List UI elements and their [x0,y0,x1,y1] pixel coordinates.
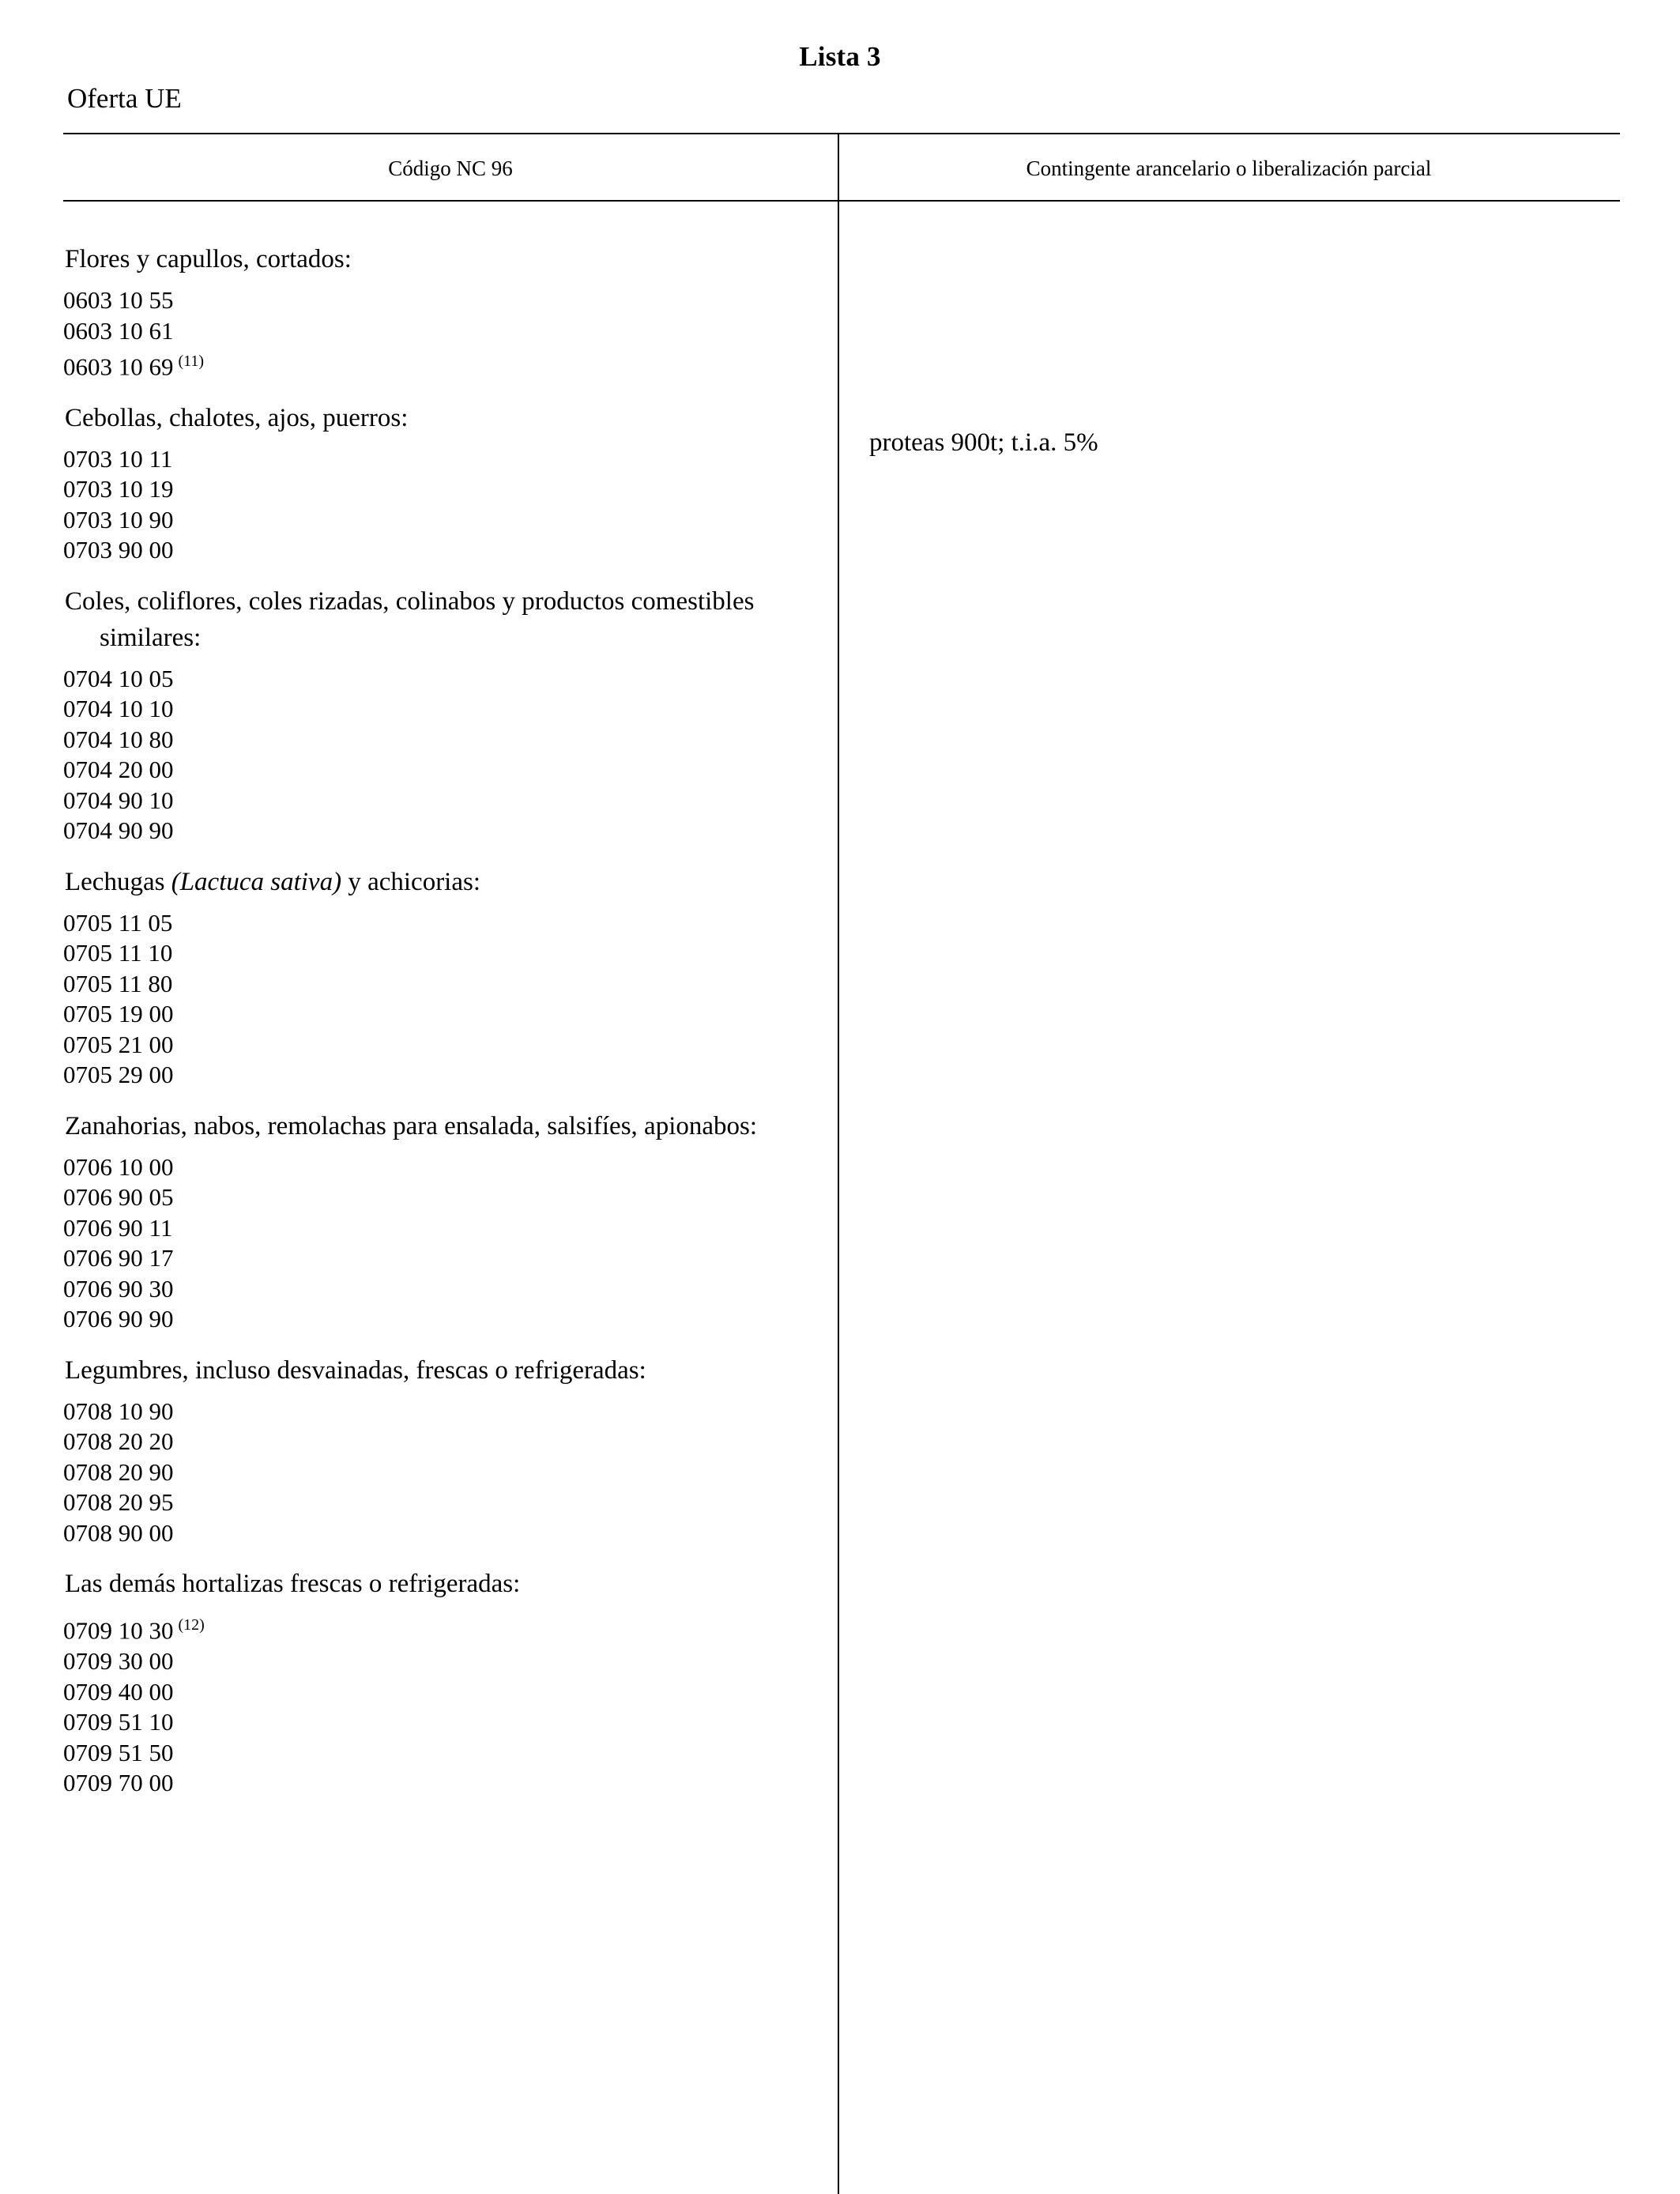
code-entry [63,1707,838,1738]
code-list [63,664,838,846]
code-entry [63,316,838,347]
quota-note: proteas 900t; t.i.a. 5% [869,428,1098,457]
code-entry [63,1487,838,1518]
code-entry [63,505,838,536]
code-entry [63,1030,838,1061]
code-value: 0704 10 80 [63,725,174,753]
column-header-code: Código NC 96 [388,156,513,180]
code-group-title: Zanahorias, nabos, remolachas para ensalada, salsifíes, apionabos: [65,1111,758,1140]
code-entry [63,1768,838,1799]
code-value: 0703 90 00 [63,536,174,564]
code-value: 0708 90 00 [63,1518,174,1547]
code-entry [63,285,838,316]
code-value: 0705 11 05 [63,908,173,937]
code-value: 0603 10 55 [63,286,174,314]
code-group [63,864,838,1091]
footnote-marker: (11) [178,352,205,370]
document-subtitle: Oferta UE [67,83,182,114]
code-entry [63,1427,838,1457]
code-value: 0703 10 19 [63,475,174,503]
group-title-text: Lechugas [65,867,171,896]
code-entry [63,1457,838,1488]
code-list [63,285,838,383]
code-entry [63,1274,838,1305]
code-entry [63,969,838,1000]
code-list [63,1397,838,1549]
code-value: 0708 10 90 [63,1397,174,1425]
code-value: 0704 90 10 [63,786,174,814]
code-group-title: Flores y capullos, cortados: [65,245,352,273]
code-entry [63,1646,838,1677]
table-column-divider [838,133,839,2194]
code-value: 0706 90 11 [63,1213,173,1242]
code-value: 0706 10 00 [63,1152,174,1181]
code-list [63,1610,838,1798]
code-group [63,241,838,383]
code-list [63,444,838,566]
code-value: 0703 10 90 [63,505,174,533]
code-entry [63,346,838,383]
code-value: 0709 51 10 [63,1708,174,1736]
code-entry [63,694,838,725]
code-value: 0709 10 30 [63,1616,174,1645]
code-entry [63,444,838,475]
code-group [63,1352,838,1549]
code-group [63,1566,838,1798]
code-value: 0709 30 00 [63,1647,174,1676]
code-value: 0706 90 05 [63,1183,174,1212]
tariff-table [63,133,1620,1804]
code-entry [63,725,838,756]
code-value: 0706 90 17 [63,1244,174,1272]
code-value: 0709 70 00 [63,1769,174,1797]
code-value: 0603 10 61 [63,316,174,345]
code-entry [63,664,838,695]
code-entry [63,938,838,969]
code-group [63,400,838,566]
code-entry [63,1518,838,1549]
code-value: 0603 10 69 [63,352,174,381]
code-entry [63,1243,838,1274]
code-value: 0704 90 90 [63,816,174,845]
code-value: 0709 40 00 [63,1677,174,1706]
code-list [63,908,838,1091]
code-value: 0708 20 20 [63,1427,174,1456]
code-group-title: Las demás hortalizas frescas o refrigeradas: [65,1570,521,1599]
code-value: 0704 20 00 [63,756,174,784]
code-value: 0705 19 00 [63,1000,174,1028]
quota-column [838,202,1620,1804]
code-group [63,583,838,846]
species-name: (Lactuca sativa) [171,867,342,896]
footnote-marker: (12) [178,1616,205,1634]
code-list [63,1152,838,1335]
table-body [63,202,1620,1804]
code-entry [63,1610,838,1646]
code-value: 0705 21 00 [63,1030,174,1058]
code-value: 0705 11 80 [63,969,173,997]
code-entry [63,1152,838,1183]
code-group-title [63,864,838,900]
code-column [63,202,838,1804]
code-value: 0706 90 90 [63,1305,174,1333]
code-entry [63,1677,838,1708]
code-entry [63,908,838,939]
code-value: 0708 20 95 [63,1488,174,1517]
code-entry [63,1213,838,1244]
code-group-title: Coles, coliflores, coles rizadas, colinabos y productos comestibles similares: [65,586,755,652]
code-entry [63,1182,838,1213]
code-entry [63,1304,838,1335]
code-entry [63,755,838,786]
code-entry [63,535,838,566]
code-entry [63,786,838,816]
column-header-quota: Contingente arancelario o liberalización parcial [1026,156,1432,180]
code-value: 0704 10 10 [63,695,174,723]
group-title-text: y achicorias: [341,867,481,896]
code-group-title: Legumbres, incluso desvainadas, frescas o refrigeradas: [65,1355,646,1385]
code-entry [63,816,838,846]
code-entry [63,474,838,505]
code-value: 0705 29 00 [63,1061,174,1089]
page-title: Lista 3 [799,41,881,72]
code-value: 0703 10 11 [63,444,173,473]
code-entry [63,1060,838,1091]
code-entry [63,999,838,1030]
code-group-title: Cebollas, chalotes, ajos, puerros: [65,403,409,432]
code-value: 0709 51 50 [63,1738,174,1766]
code-value: 0706 90 30 [63,1274,174,1302]
code-entry [63,1397,838,1427]
code-entry [63,1738,838,1769]
code-value: 0708 20 90 [63,1457,174,1486]
table-header-row [63,134,1620,200]
code-value: 0704 10 05 [63,664,174,692]
code-group [63,1108,838,1335]
code-value: 0705 11 10 [63,939,173,967]
